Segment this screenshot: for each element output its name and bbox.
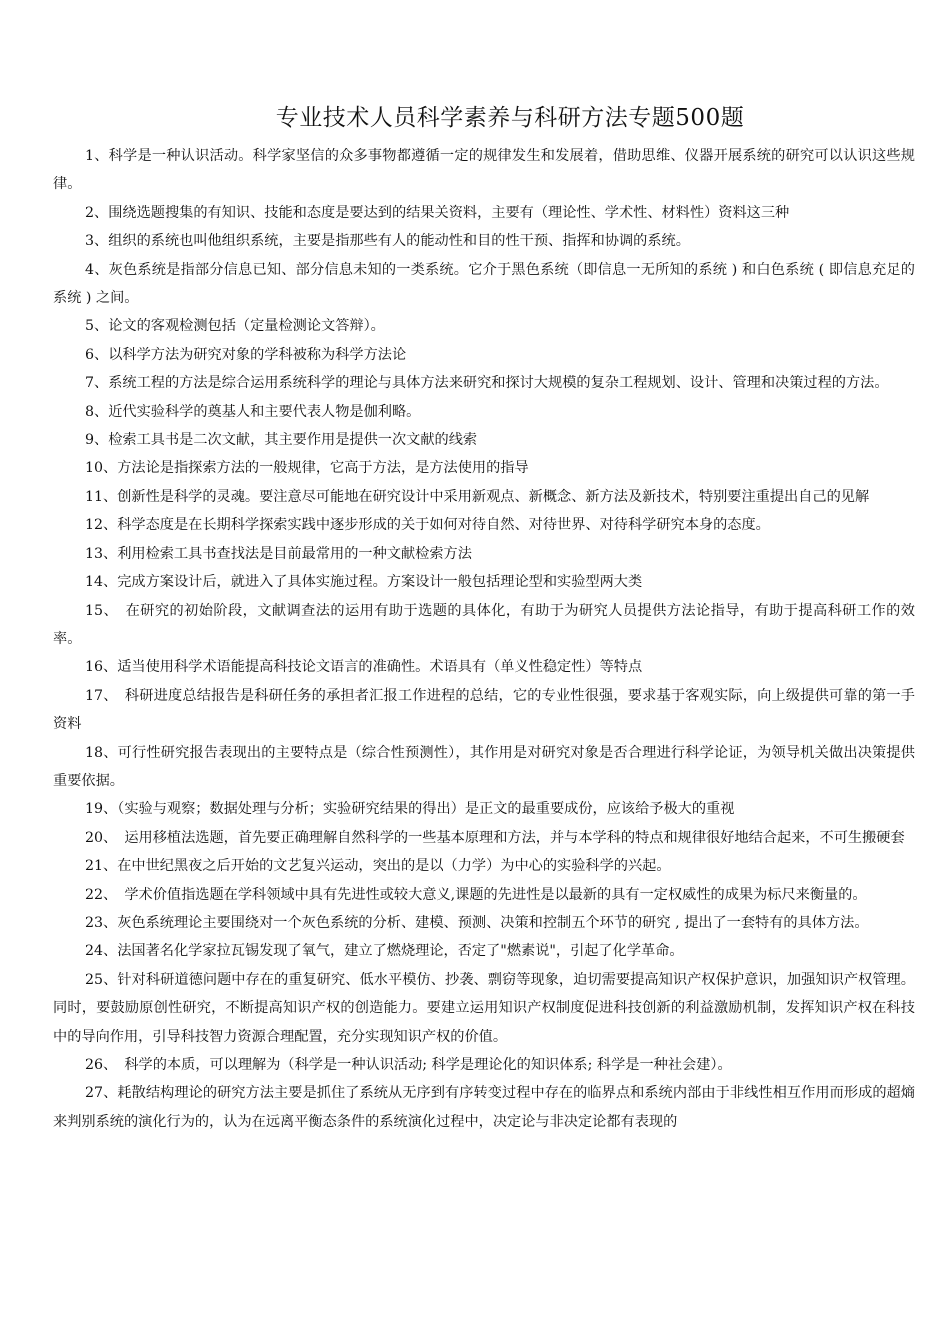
document-title: 专业技术人员科学素养与科研方法专题500题 <box>275 105 745 131</box>
paragraph-13: 13、利用检索工具书查找法是目前最常用的一种文献检索方法 <box>85 545 472 562</box>
paragraph-4: 4、灰色系统是指部分信息已知、部分信息未知的一类系统。它介于黑色系统（即信息一无所知的系统 ) 和白色系统 ( 即信息充足的系统 ) 之间。 <box>53 261 915 307</box>
paragraph-21: 21、在中世纪黑夜之后开始的文艺复兴运动，突出的是以（力学）为中心的实验科学的兴起。 <box>85 858 671 875</box>
paragraph-3: 3、组织的系统也叫他组织系统，主要是指那些有人的能动性和目的性干预、指挥和协调的系统。 <box>85 233 690 250</box>
paragraph-17: 17、 科研进度总结报告是科研任务的承担者汇报工作进程的总结，它的专业性很强，要求基于客观实际，向上级提供可靠的第一手资料 <box>53 687 915 733</box>
paragraph-27: 27、耗散结构理论的研究方法主要是抓住了系统从无序到有序转变过程中存在的临界点和系统内部由于非线性相互作用而形成的超熵来判别系统的演化行为的，认为在远离平衡态条件的系统演化过程中，决定论与非决定论都有表现的 <box>53 1085 915 1130</box>
paragraph-14: 14、完成方案设计后，就进入了具体实施过程。方案设计一般包括理论型和实验型两大类 <box>85 574 643 591</box>
document-body <box>53 142 915 1136</box>
paragraph-2: 2、围绕选题搜集的有知识、技能和态度是要达到的结果关资料，主要有（理论性、学术性、材料性）资料这三种 <box>85 204 790 221</box>
paragraph-23: 23、灰色系统理论主要围绕对一个灰色系统的分析、建模、预测、决策和控制五个环节的研究 , 提出了一套特有的具体方法。 <box>85 914 869 931</box>
paragraph-26: 26、 科学的本质，可以理解为（科学是一种认识活动; 科学是理论化的知识体系; 科学是一种社会建）。 <box>85 1057 732 1073</box>
paragraph-25: 25、针对科研道德问题中存在的重复研究、低水平模仿、抄袭、剽窃等现象，迫切需要提高知识产权保护意识，加强知识产权管理。同时，要鼓励原创性研究，不断提高知识产权的创造能力。要建立运用知识产权制度促进科技创新的利益激励机制，发挥知识产权在科技中的导向作用，引导科技智力资源合理配置，充分实现知识产权的价值。 <box>53 971 915 1045</box>
paragraph-20: 20、 运用移植法选题，首先要正确理解自然科学的一些基本原理和方法，并与本学科的特点和规律很好地结合起来，不可生搬硬套 <box>85 829 905 846</box>
paragraph-5: 5、论文的客观检测包括（定量检测论文答辩）。 <box>85 318 385 335</box>
paragraph-1: 1、科学是一种认识活动。科学家坚信的众多事物都遵循一定的规律发生和发展着，借助思维、仪器开展系统的研究可以认识这些规律。 <box>53 148 915 193</box>
paragraph-16: 16、适当使用科学术语能提高科技论文语言的准确性。术语具有（单义性稳定性）等特点 <box>85 659 643 676</box>
paragraph-6: 6、以科学方法为研究对象的学科被称为科学方法论 <box>85 346 407 363</box>
paragraph-7: 7、系统工程的方法是综合运用系统科学的理论与具体方法来研究和探讨大规模的复杂工程规划、设计、管理和决策过程的方法。 <box>85 375 889 392</box>
paragraph-22: 22、 学术价值指选题在学科领域中具有先进性或较大意义,课题的先进性是以最新的具有一定权威性的成果为标尺来衡量的。 <box>85 886 867 903</box>
paragraph-9: 9、检索工具书是二次文献，其主要作用是提供一次文献的线索 <box>85 432 478 449</box>
paragraph-15: 15、 在研究的初始阶段，文献调查法的运用有助于选题的具体化，有助于为研究人员提供方法论指导，有助于提高科研工作的效率。 <box>53 602 915 647</box>
paragraph-8: 8、近代实验科学的奠基人和主要代表人物是伽利略。 <box>85 403 421 420</box>
paragraph-10: 10、方法论是指探索方法的一般规律，它高于方法，是方法使用的指导 <box>85 460 529 477</box>
paragraph-12: 12、科学态度是在长期科学探索实践中逐步形成的关于如何对待自然、对待世界、对待科学研究本身的态度。 <box>85 517 770 534</box>
paragraph-19: 19、（实验与观察；数据处理与分析；实验研究结果的得出）是正文的最重要成份，应该给予极大的重视 <box>85 801 735 818</box>
paragraph-11: 11、创新性是科学的灵魂。要注意尽可能地在研究设计中采用新观点、新概念、新方法及新技术，特别要注重提出自己的见解 <box>85 488 870 505</box>
paragraph-18: 18、可行性研究报告表现出的主要特点是（综合性预测性），其作用是对研究对象是否合理进行科学论证，为领导机关做出决策提供重要依据。 <box>53 744 915 789</box>
paragraph-24: 24、法国著名化学家拉瓦锡发现了氧气，建立了燃烧理论，否定了"燃素说"，引起了化学革命。 <box>85 943 684 960</box>
